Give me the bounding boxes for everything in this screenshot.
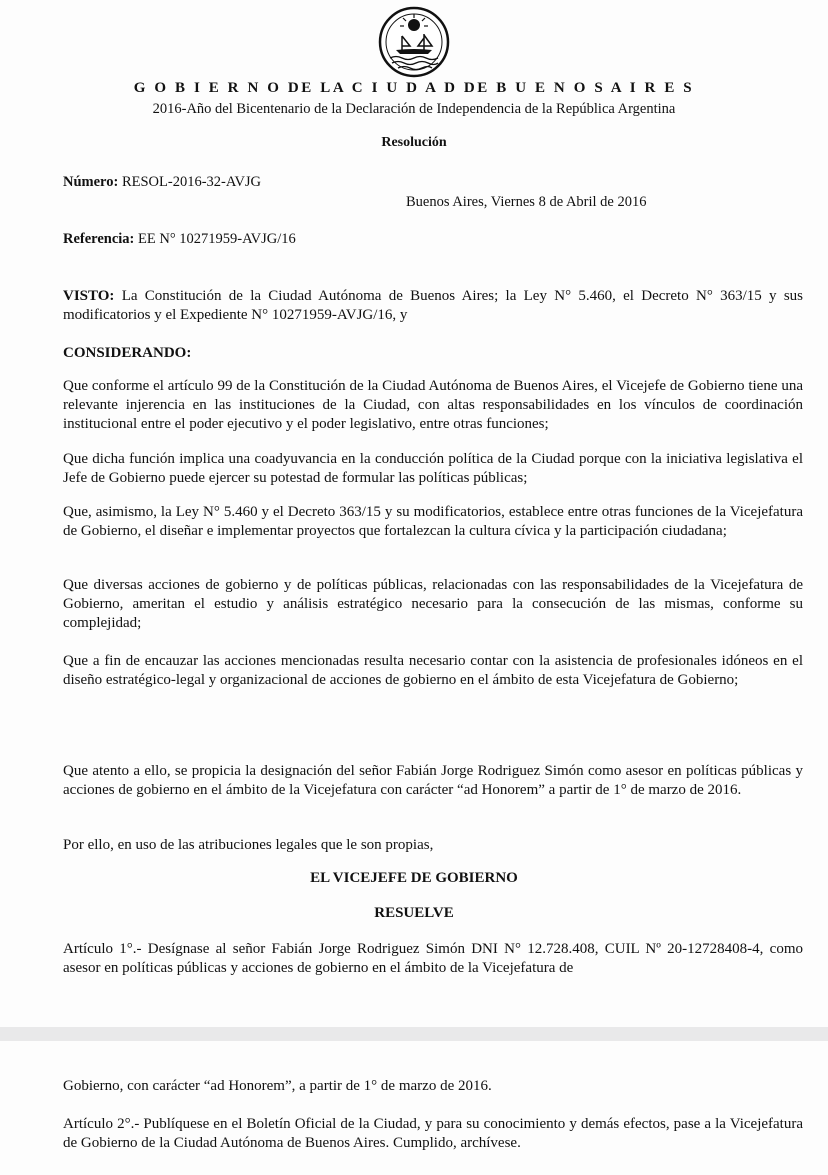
place-date: Buenos Aires, Viernes 8 de Abril de 2016	[406, 194, 647, 210]
government-title: G O B I E R N O DE LA C I U D A D DE B U E N O S A I R E S	[133, 80, 695, 96]
number-value: RESOL-2016-32-AVJG	[121, 174, 262, 190]
document-type: Resolución	[381, 135, 447, 150]
considerando-paragraph: Por ello, en uso de las atribuciones legales que le son propias,	[63, 837, 434, 853]
visto-label: VISTO:	[63, 288, 115, 304]
resuelve-heading: RESUELVE	[374, 905, 454, 921]
visto-paragraph	[63, 287, 803, 325]
article-1-part-1: Artículo 1°.- Desígnase al señor Fabián Jorge Rodriguez Simón DNI N° 12.728.408, CUIL Nº 20-12728408-4, como asesor en políticas públicas y acciones de gobierno en el ámbito de la Vicejefatura de	[63, 941, 803, 976]
article-2: Artículo 2°.- Publíquese en el Boletín Oficial de la Ciudad, y para su conocimiento y demás efectos, pase a la Vicejefatura de Gobierno de la Ciudad Autónoma de Buenos Aires. Cumplido, archívese.	[63, 1116, 803, 1151]
reference	[63, 231, 296, 248]
city-seal-icon	[378, 6, 450, 78]
year-motto: 2016-Año del Bicentenario de la Declaración de Independencia de la República Argentina	[152, 101, 676, 117]
considerando-heading: CONSIDERANDO:	[63, 345, 192, 361]
considerando-paragraph: Que diversas acciones de gobierno y de políticas públicas, relacionadas con las responsabilidades de la Vicejefatura de Gobierno, ameritan el estudio y análisis estratégico necesario para la consecución de las mismas, conforme su complejidad;	[63, 577, 803, 631]
authority-heading: EL VICEJEFE DE GOBIERNO	[310, 870, 518, 886]
considerando-paragraph: Que, asimismo, la Ley N° 5.460 y el Decreto 363/15 y su modificatorios, establece entre otras funciones de la Vicejefatura de Gobierno, el diseñar e implementar proyectos que fortalezcan la cultura cívica y la participación ciudadana;	[63, 504, 803, 539]
number-label: Número:	[63, 174, 119, 190]
reference-value: EE N° 10271959-AVJG/16	[138, 231, 296, 247]
visto-text: La Constitución de la Ciudad Autónoma de Buenos Aires; la Ley N° 5.460, el Decreto N° 363/15 y sus modificatorios y el Expediente N° 10271959-AVJG/16, y	[63, 288, 803, 323]
article-1-part-2: Gobierno, con carácter “ad Honorem”, a partir de 1° de marzo de 2016.	[63, 1078, 492, 1094]
considerando-paragraph: Que atento a ello, se propicia la designación del señor Fabián Jorge Rodriguez Simón como asesor en políticas públicas y acciones de gobierno en el ámbito de la Vicejefatura con carácter “ad Honorem” a partir de 1° de marzo de 2016.	[63, 763, 803, 798]
considerando-paragraph: Que dicha función implica una coadyuvancia en la conducción política de la Ciudad porque con la iniciativa legislativa el Jefe de Gobierno puede ejercer su potestad de formular las políticas públicas;	[63, 451, 803, 486]
considerando-paragraph: Que a fin de encauzar las acciones mencionadas resulta necesario contar con la asistencia de profesionales idóneos en el diseño estratégico-legal y organizacional de acciones de gobierno en el ámbito de esta Vicejefatura de Gobierno;	[63, 653, 803, 688]
reference-label: Referencia:	[63, 231, 135, 247]
resolution-number	[63, 174, 261, 191]
document-page-2	[0, 1041, 828, 1175]
considerando-paragraph: Que conforme el artículo 99 de la Constitución de la Ciudad Autónoma de Buenos Aires, el Vicejefe de Gobierno tiene una relevante injerencia en las instituciones de la Ciudad, con altas responsabilidades en los vínculos de coordinación institucional entre el poder ejecutivo y el poder legislativo, entre otras funciones;	[63, 378, 803, 432]
